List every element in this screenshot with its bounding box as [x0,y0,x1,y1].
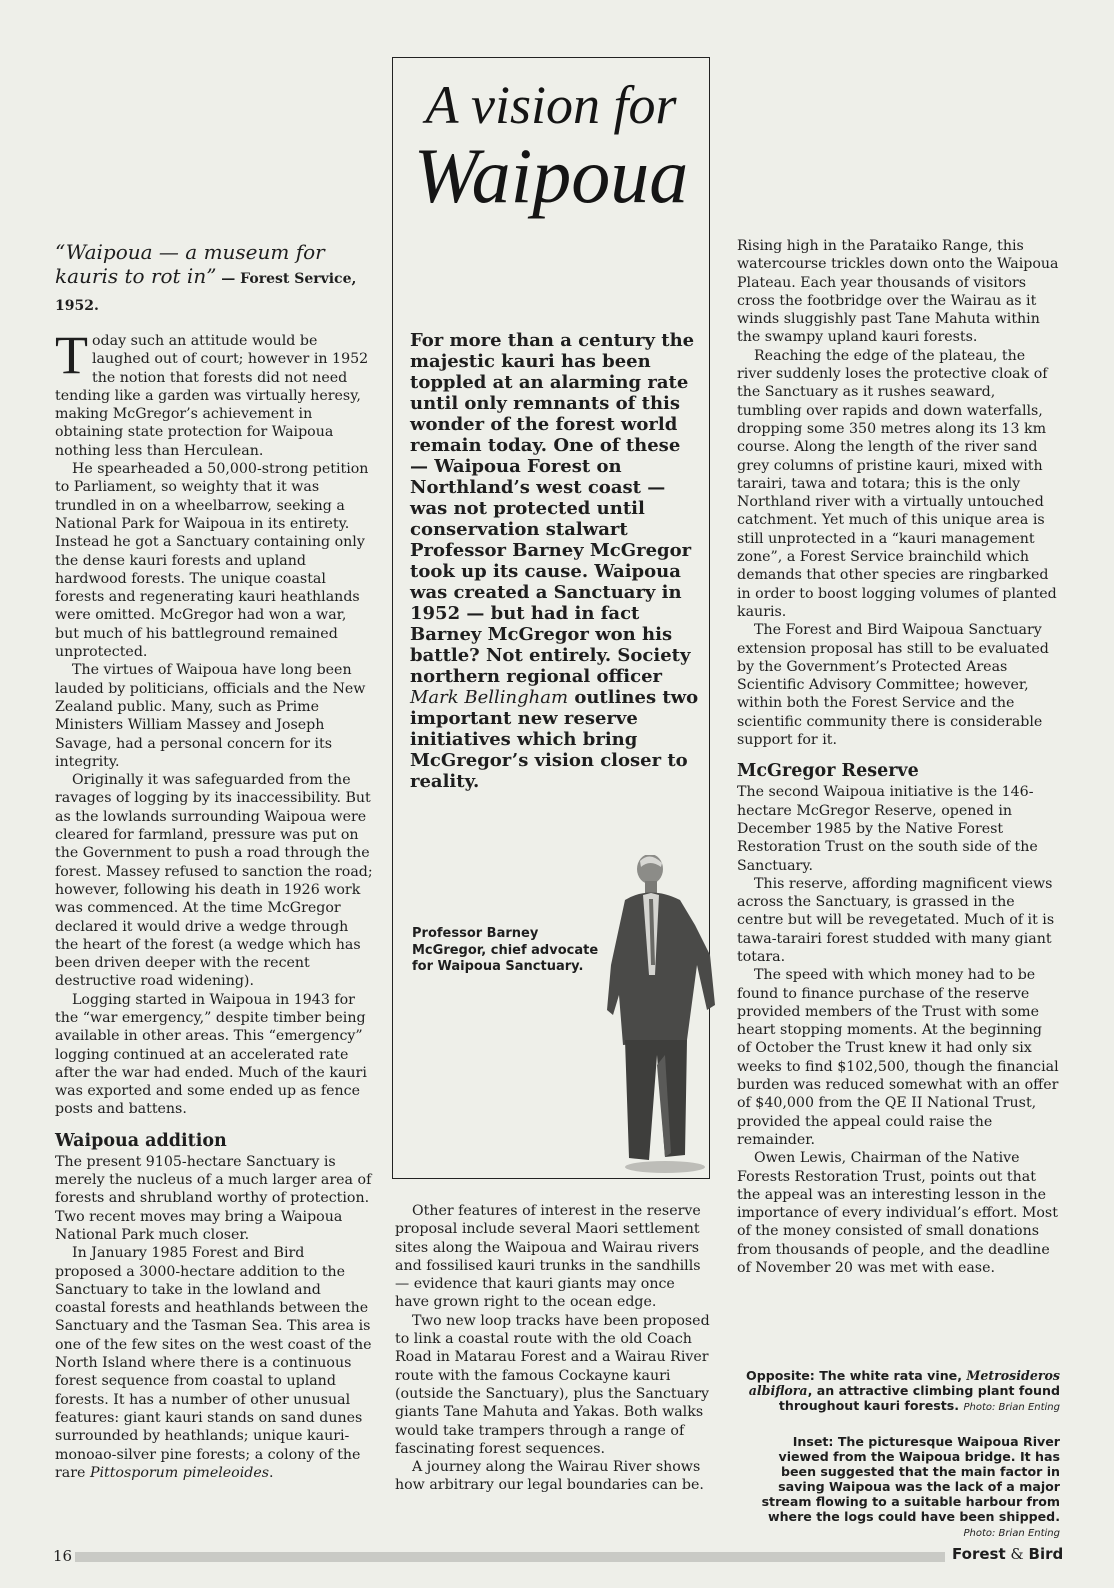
subhead-waipoua-addition: Waipoua addition [55,1130,227,1151]
pull-quote [55,240,375,318]
column-3 [737,237,1059,1277]
column-1 [55,325,373,1482]
photo-credit: Photo: Brian Enting [963,1528,1060,1539]
standfirst-text-1: For more than a century the majestic kauri has been toppled at an alarming rate until only remnants of this wonder of the forest world remain today. One of these — Waipoua Forest on Northland’s west coast — was not protected until conservation stalwart Professor Barney McGregor took up its cause. Waipoua was created a Sanctuary in 1952 — but had in fact Barney McGregor won his battle? Not entirely. Society northern regional officer [410,330,695,687]
photo-credit: Photo: Brian Enting [963,1402,1060,1413]
col3-paragraph-6: The speed with which money had to be found to finance purchase of the reserve provided members of the Trust with some heart stopping moments. At the beginning of October the Trust knew it had only six weeks to find $102,500, though the financial burden was reduced somewhat with an offer of $40,000 from the QE II National Trust, provided the appeal could raise the remainder. [737,967,1059,1148]
col3-paragraph-4: The second Waipoua initiative is the 146-hectare McGregor Reserve, opened in December 1985 by the Native Forest Restoration Trust on the south side of the Sanctuary. [737,784,1038,874]
standfirst-author: Mark Bellingham [410,687,569,708]
col3-paragraph-5: This reserve, affording magnificent views across the Sanctuary, is grassed in the centre but will be revegetated. Much of it is tawa-tarairi forest studded with many giant totara. [737,875,1055,965]
col1-paragraph-7: In January 1985 Forest and Bird proposed a 3000-hectare addition to the Sanctuary to take in the lowland and coastal forests and heathlands between the Sanctuary and the Tasman Sea. This area is one of the few sites on the west coast of the North Island where there is a continuous forest sequence from coastal to upland forests. It has a number of other unusual features: giant kauri stands on sand dunes surrounded by heathlands; unique kauri-monoao-silver pine forests; a colony of the rare Pittosporum pimeleoides. [55,1245,372,1481]
col1-paragraph-1: Today such an attitude would be laughed out of court; however in 1952 the notion that forests did not need tending like a garden was virtually heresy, making McGregor’s achievement in obtaining state protection for Waipoua nothing less than Herculean. [55,325,369,459]
page-number: 16 [53,1547,73,1565]
col3-paragraph-2: Reaching the edge of the plateau, the river suddenly loses the protective cloak of the Sanctuary as it rushes seaward, tumbling over rapids and down waterfalls, dropping some 350 metres along its 13 km course. Along the length of the river sand grey columns of pristine kauri, mixed with tarairi, tawa and totara; this is the only Northland river with a virtually untouched catchment. Yet much of this unique area is still unprotected in a “kauri management zone”, a Forest Service brainchild which demands that other species are ringbarked in order to boost logging volumes of planted kauris. [737,347,1057,620]
headline-line1: A vision for [425,75,677,135]
standfirst [410,330,702,792]
col1-paragraph-4: Originally it was safeguarded from the ravages of logging by its inaccessibility. But as the lowlands surrounding Waipoua were cleared for farmland, pressure was put on the Government to push a road through the forest. Massey refused to sanction the road; however, following his death in 1926 work was commenced. At the time McGregor declared it would drive a wedge through the heart of the forest (a wedge which has been driven deeper with the recent destructive road widening). [55,772,373,990]
pull-quote-text: “Waipoua — a museum for kauris to rot in” [55,240,325,288]
photo-caption: Professor Barney McGregor, chief advocate for Waipoua Sanctuary. [412,926,599,974]
standfirst-text-2: outlines two important new reserve initiatives which bring McGregor’s vision closer to reality. [410,687,699,792]
col2-paragraph-3: A journey along the Wairau River shows how arbitrary our legal boundaries can be. [395,1459,704,1494]
pull-quote-source: — Forest Service, 1952. [55,271,357,314]
mcgregor-photo [605,855,725,1175]
col1-paragraph-6: The present 9105-hectare Sanctuary is merely the nucleus of a much larger area of forests and shrubland worthy of protection. Two recent moves may bring a Waipoua National Park much closer. [55,1153,372,1243]
magazine-brand: Forest & Bird [952,1545,1064,1563]
caption-inset: Inset: The picturesque Waipoua River viewed from the Waipoua bridge. It has been suggested that the main factor in saving Waipoua was the lack of a major stream flowing to a suitable harbour from where the logs could have been shipped. Photo: Brian Enting [761,1434,1060,1539]
column-2 [395,1202,713,1495]
col1-paragraph-3: The virtues of Waipoua have long been lauded by politicians, officials and the New Zealand public. Many, such as Prime Ministers William Massey and Joseph Savage, had a personal concern for its integrity. [55,662,366,770]
col2-paragraph-2: Two new loop tracks have been proposed to link a coastal route with the old Coach Road in Matarau Forest and a Wairau River route with the famous Cockayne kauri (outside the Sanctuary), plus the Sanctuary giants Tane Mahuta and Yakas. Both walks would take trampers through a range of fascinating forest sequences. [395,1312,710,1457]
col2-paragraph-1: Other features of interest in the reserve proposal include several Maori settlement sites along the Waipoua and Wairau rivers and fossilised kauri trunks in the sandhills — evidence that kauri giants may once have grown right to the ocean edge. [395,1203,701,1311]
col3-paragraph-3: The Forest and Bird Waipoua Sanctuary extension proposal has still to be evaluated by the Government’s Protected Areas Scientific Advisory Committee; however, within both the Forest Service and the scientific community there is considerable support for it. [737,622,1049,749]
col3-paragraph-1: Rising high in the Parataiko Range, this watercourse trickles down onto the Waipoua Plateau. Each year thousands of visitors cross the footbridge over the Wairau as it winds sluggishly past Tane Mahuta within the swampy upland kauri forests. [737,238,1059,346]
headline-line2: Waipoua [413,132,689,219]
caption-opposite: Opposite: The white rata vine, Metrosideros albiflora, an attractive climbing plant found throughout kauri forests. Photo: Brian Enting [746,1368,1060,1413]
col1-paragraph-2: He spearheaded a 50,000-strong petition to Parliament, so weighty that it was trundled in on a wheelbarrow, seeking a National Park for Waipoua in its entirety. Instead he got a Sanctuary containing only the dense kauri forests and upland hardwood forests. The unique coastal forests and regenerating kauri heathlands were omitted. McGregor had won a war, but much of his battleground remained unprotected. [55,461,369,661]
col1-paragraph-5: Logging started in Waipoua in 1943 for the “war emergency,” despite timber being available in other areas. This “emergency” logging continued at an accelerated rate after the war had ended. Much of the kauri was exported and some ended up as fence posts and battens. [55,991,367,1118]
subhead-mcgregor-reserve: McGregor Reserve [737,761,919,782]
col3-paragraph-7: Owen Lewis, Chairman of the Native Forests Restoration Trust, points out that the appeal was an interesting lesson in the importance of every individual’s effort. Most of the money consisted of small donations from thousands of people, and the deadline of November 20 was met with ease. [737,1150,1058,1277]
drop-cap: T [55,325,88,385]
footer-rule [75,1552,945,1562]
